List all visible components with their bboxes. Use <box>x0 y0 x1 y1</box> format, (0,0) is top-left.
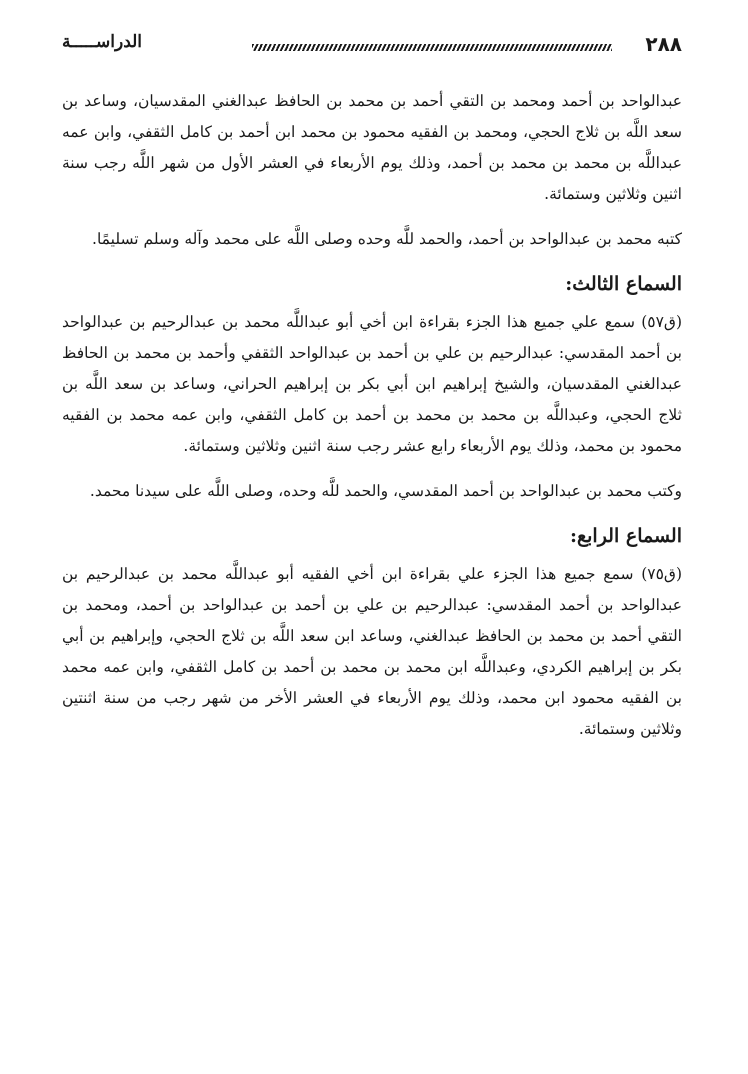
heading-fourth-hearing: السماع الرابع: <box>570 525 682 547</box>
paragraph-1: عبدالواحد بن أحمد ومحمد بن التقي أحمد بن محمد بن الحافظ عبدالغني المقدسيان، وساعد بن سعد اللَّه بن ثلاج الحجي، ومحمد بن الفقيه محمود بن محمد ابن أحمد بن كامل الثقفي، وابن عمه عبداللَّه بن محمد بن محمد بن أحمد، وذلك يوم الأربعاء في العشر الأول من شهر اللَّه رجب سنة اثنين وثلاثين وستمائة. <box>62 92 682 203</box>
paragraph-5: (ق٧٥) سمع جميع هذا الجزء علي بقراءة ابن أخي الفقيه أبو عبداللَّه محمد بن عبدالرحيم بن عبدالواحد بن أحمد المقدسي: عبدالرحيم بن علي بن أحمد بن عبدالواحد بن أحمد، ومحمد بن التقي أحمد بن محمد بن الحافظ عبدالغني، وساعد ابن سعد اللَّه بن ثلاج الحجي، وإبراهيم بن أبي بكر بن إبراهيم الكردي، وعبداللَّه ابن محمد بن محمد بن أحمد بن كامل الثقفي، وابن عمه محمد بن الفقيه محمود ابن محمد، وذلك يوم الأربعاء في العشر الأخر من شهر رجب من سنة اثنتين وثلاثين وستمائة. <box>62 565 682 738</box>
paragraph-3: (ق٥٧) سمع علي جميع هذا الجزء بقراءة ابن أخي أبو عبداللَّه محمد بن عبدالرحيم بن عبدالواحد بن أحمد المقدسي: عبدالرحيم بن علي بن أحمد بن عبدالواحد الثقفي وأحمد بن محمد بن الحافظ عبدالغني المقدسيان، والشيخ إبراهيم ابن أبي بكر بن إبراهيم الحراني، وساعد بن سعد اللَّه بن ثلاج الحجي، وعبداللَّه بن محمد بن محمد بن أحمد بن كامل الثقفي، وابن عمه محمد بن الفقيه محمود بن محمد، وذلك يوم الأربعاء رابع عشر رجب سنة اثنين وثلاثين وستمائة. <box>62 313 682 455</box>
paragraph-2: كتبه محمد بن عبدالواحد بن أحمد، والحمد للَّه وحده وصلى اللَّه على محمد وآله وسلم تسليمًا. <box>92 230 682 248</box>
book-page <box>62 28 682 759</box>
page-number: ٢٨٨ <box>645 32 682 56</box>
heading-third-hearing: السماع الثالث: <box>565 273 682 295</box>
paragraph-4: وكتب محمد بن عبدالواحد بن أحمد المقدسي، والحمد للَّه وحده، وصلى اللَّه على سيدنا محمد. <box>89 482 682 500</box>
page-content <box>62 86 682 745</box>
running-title: الدراســـــة <box>62 32 143 52</box>
header-rule <box>252 44 612 51</box>
page-header <box>62 28 682 58</box>
